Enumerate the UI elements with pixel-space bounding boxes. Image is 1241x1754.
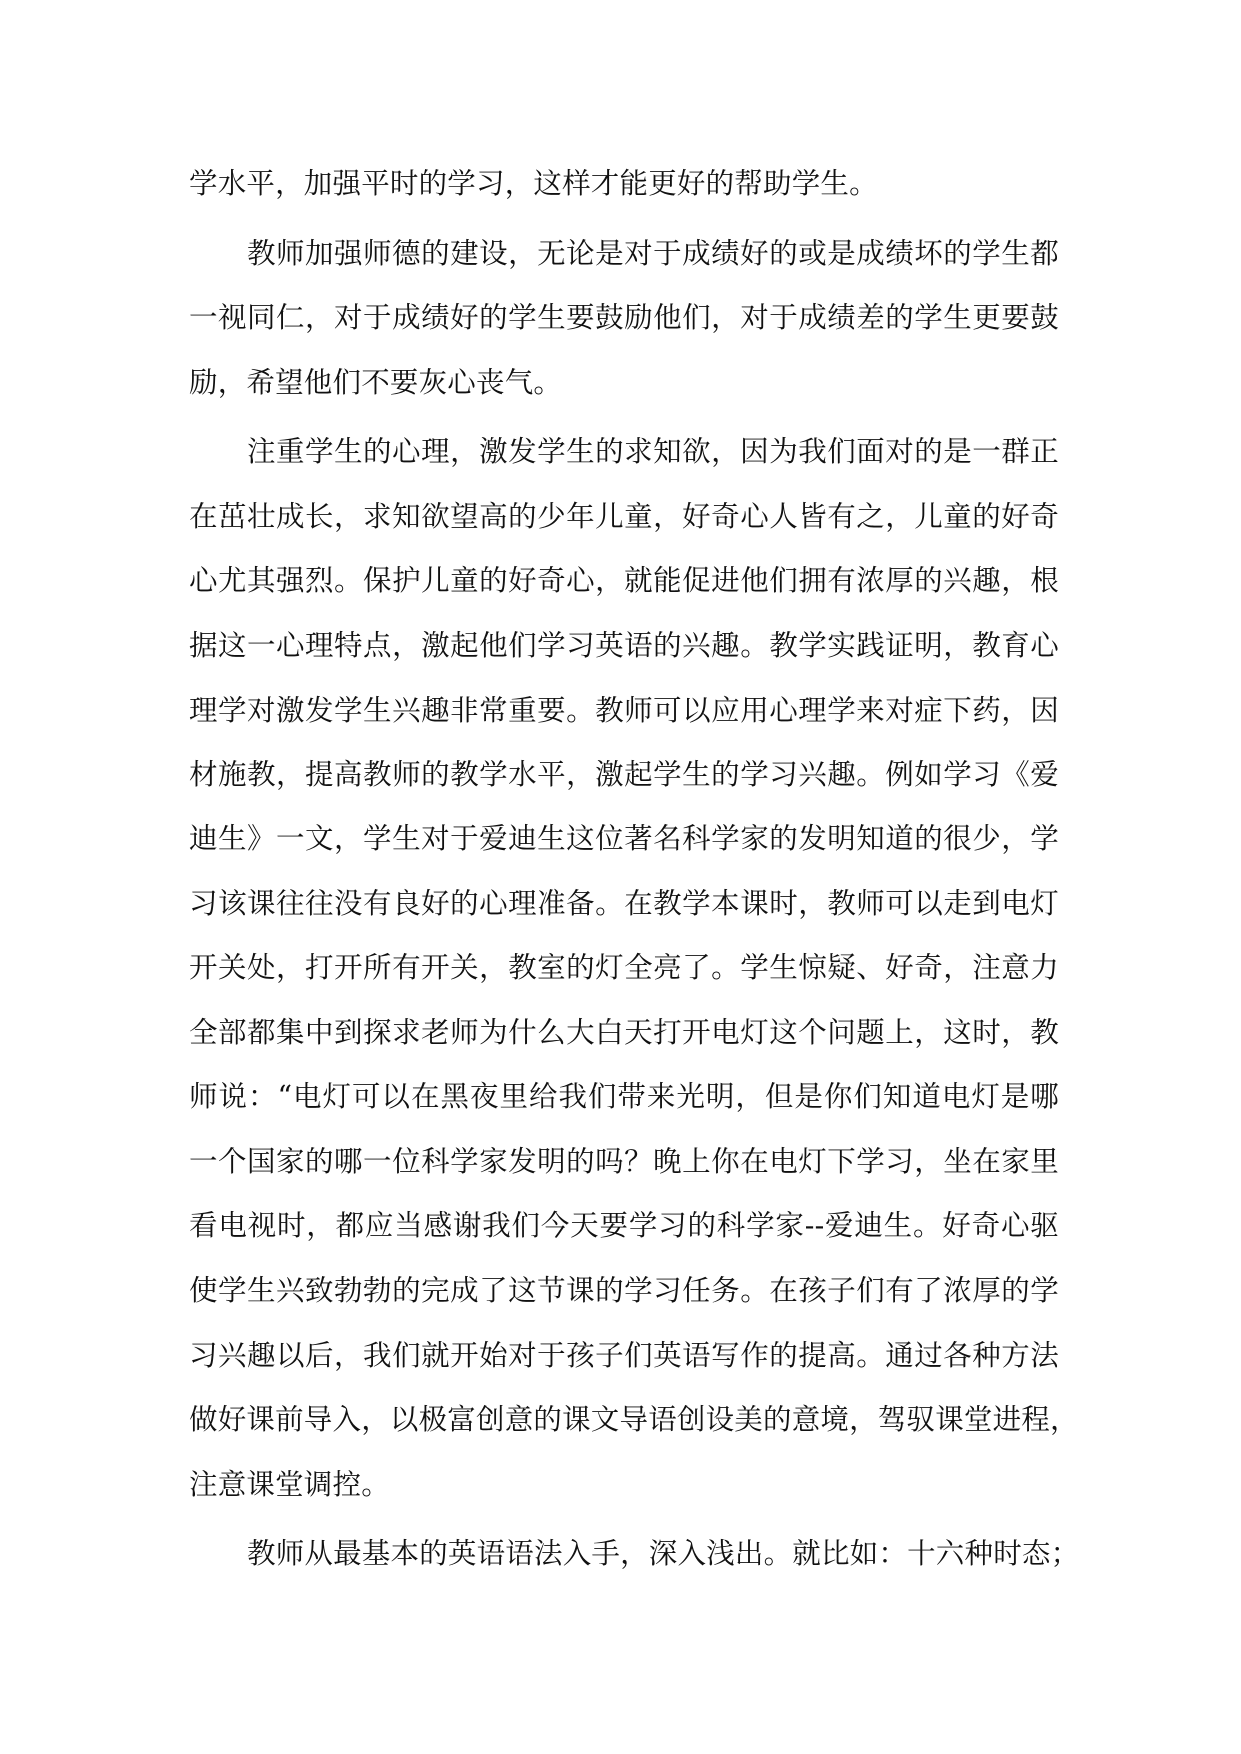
text-line-4: 励，希望他们不要灰心丧气。 bbox=[189, 366, 563, 399]
text-line-9: 理学对激发学生兴趣非常重要。教师可以应用心理学来对症下药，因 bbox=[189, 694, 1059, 727]
text-line-11: 迪生》一文，学生对于爱迪生这位著名科学家的发明知道的很少，学 bbox=[189, 822, 1059, 855]
text-line-21: 注意课堂调控。 bbox=[189, 1468, 390, 1501]
text-line-12: 习该课往往没有良好的心理准备。在教学本课时，教师可以走到电灯 bbox=[189, 887, 1059, 920]
text-line-1: 学水平，加强平时的学习，这样才能更好的帮助学生。 bbox=[189, 167, 878, 200]
text-line-10: 材施教，提高教师的教学水平，激起学生的学习兴趣。例如学习《爱 bbox=[189, 758, 1059, 791]
text-line-7: 心尤其强烈。保护儿童的好奇心，就能促进他们拥有浓厚的兴趣，根 bbox=[189, 564, 1059, 597]
text-line-6: 在茁壮成长，求知欲望高的少年儿童，好奇心人皆有之，儿童的好奇 bbox=[189, 500, 1059, 533]
text-line-16: 一个国家的哪一位科学家发明的吗？晚上你在电灯下学习，坐在家里 bbox=[189, 1145, 1059, 1178]
text-line-14: 全部都集中到探求老师为什么大白天打开电灯这个问题上，这时，教 bbox=[189, 1016, 1059, 1049]
text-line-18: 使学生兴致勃勃的完成了这节课的学习任务。在孩子们有了浓厚的学 bbox=[189, 1274, 1059, 1307]
text-line-8: 据这一心理特点，激起他们学习英语的兴趣。教学实践证明，教育心 bbox=[189, 629, 1059, 662]
text-line-2: 教师加强师德的建设，无论是对于成绩好的或是成绩坏的学生都 bbox=[247, 237, 1059, 270]
text-line-5: 注重学生的心理，激发学生的求知欲，因为我们面对的是一群正 bbox=[247, 435, 1059, 468]
text-line-22: 教师从最基本的英语语法入手，深入浅出。就比如：十六种时态； bbox=[247, 1537, 1080, 1570]
text-line-19: 习兴趣以后，我们就开始对于孩子们英语写作的提高。通过各种方法 bbox=[189, 1339, 1059, 1372]
text-line-20: 做好课前导入，以极富创意的课文导语创设美的意境，驾驭课堂进程， bbox=[189, 1403, 1079, 1436]
text-line-3: 一视同仁，对于成绩好的学生要鼓励他们，对于成绩差的学生更要鼓 bbox=[189, 301, 1059, 334]
text-line-15: 师说：“电灯可以在黑夜里给我们带来光明，但是你们知道电灯是哪 bbox=[189, 1080, 1059, 1113]
text-line-17: 看电视时，都应当感谢我们今天要学习的科学家--爱迪生。好奇心驱 bbox=[189, 1209, 1059, 1242]
text-line-13: 开关处，打开所有开关，教室的灯全亮了。学生惊疑、好奇，注意力 bbox=[189, 951, 1059, 984]
